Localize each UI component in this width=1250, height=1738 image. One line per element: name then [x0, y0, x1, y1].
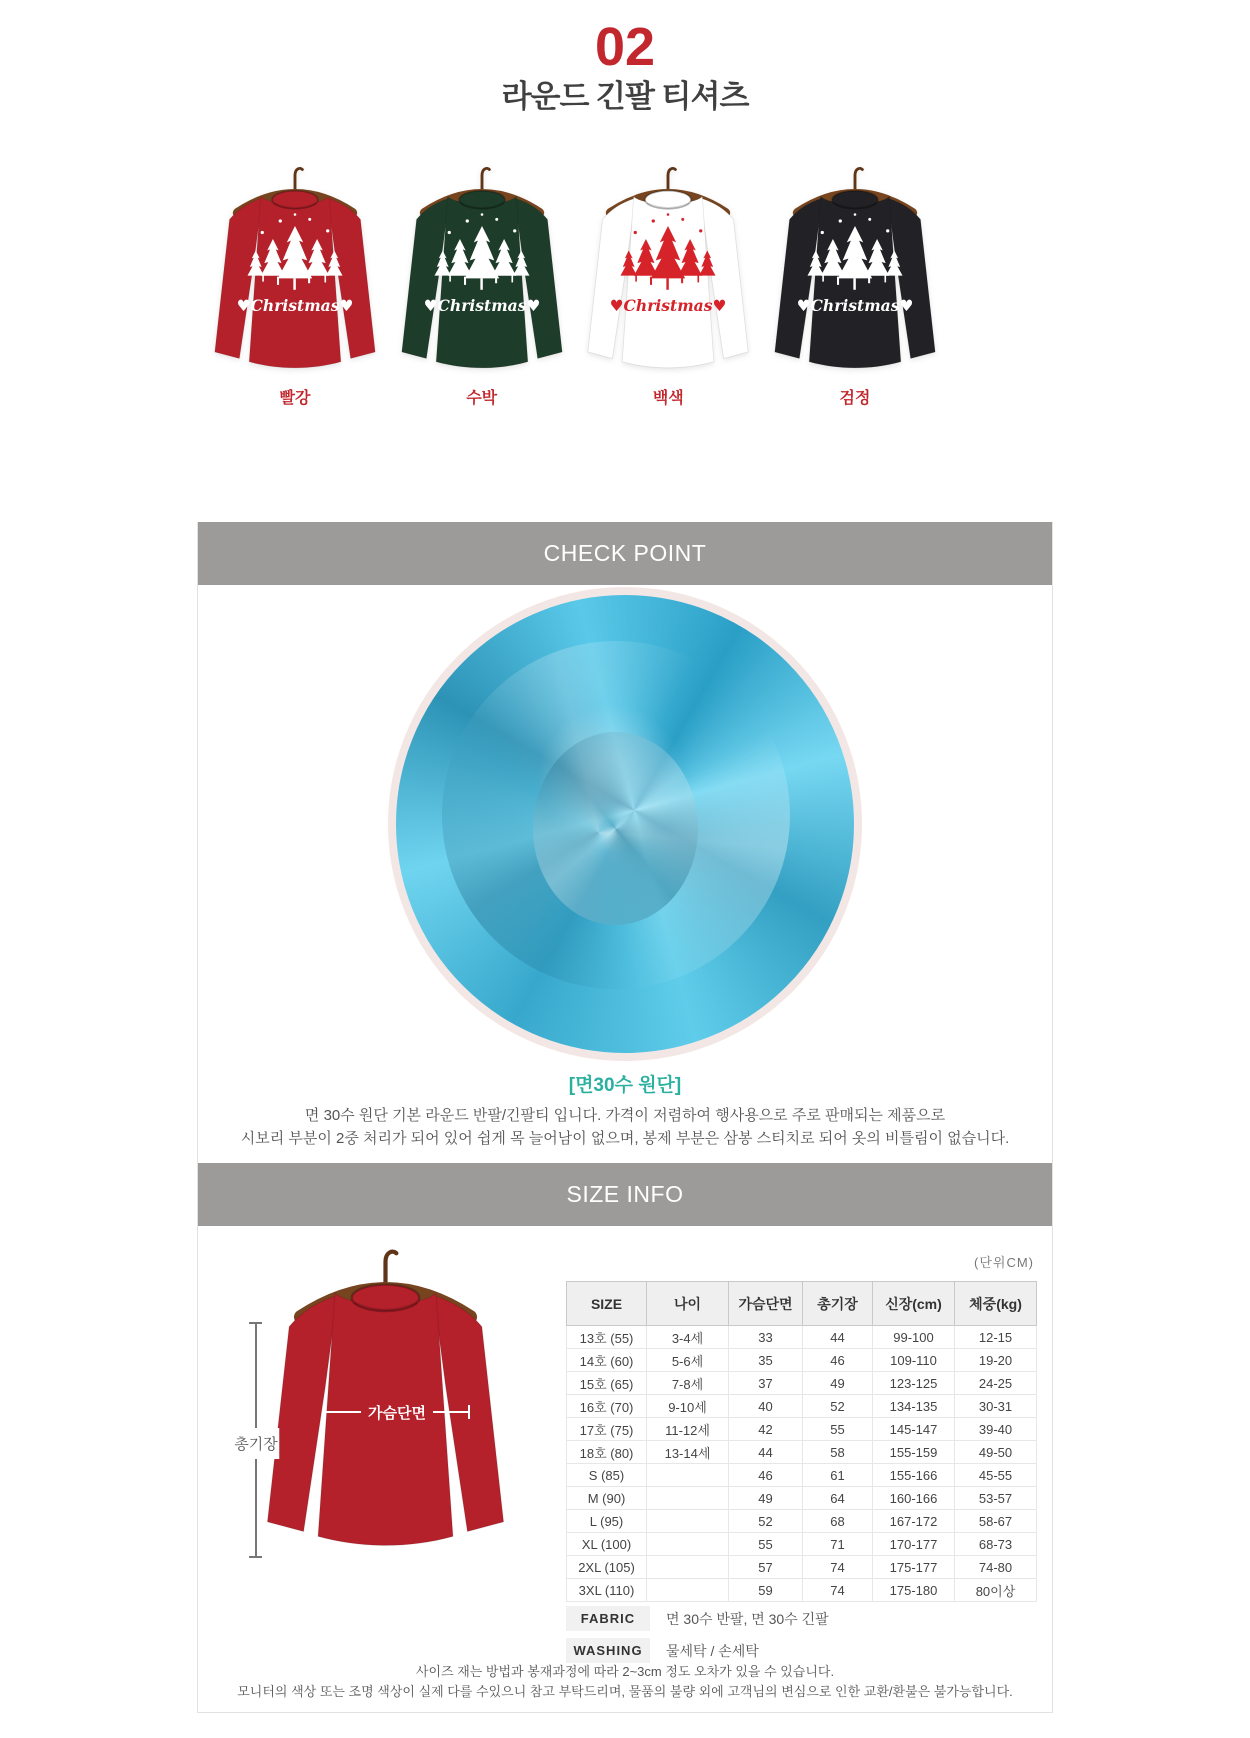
size-table-cell: 155-166 [873, 1464, 955, 1487]
length-label: 총기장 [232, 1428, 279, 1459]
size-table-cell: 19-20 [955, 1349, 1037, 1372]
washing-row [566, 1638, 1036, 1663]
fabric-desc-line1: 면 30수 원단 기본 라운드 반팔/긴팔티 입니다. 가격이 저렴하여 행사용으로 주로 판매되는 제품으로 [304, 1107, 946, 1124]
size-table-cell: 46 [729, 1464, 803, 1487]
size-table-cell: 49 [729, 1487, 803, 1510]
hanger-hook-icon [855, 168, 862, 190]
size-table-cell: 55 [803, 1418, 873, 1441]
size-table-row [567, 1487, 1037, 1510]
size-table-cell: 74 [803, 1579, 873, 1602]
hanger-hook-icon [668, 168, 675, 190]
size-table-cell: S (85) [567, 1464, 647, 1487]
fabric-highlight: [면30수 원단] [568, 1075, 682, 1096]
size-table-cell [647, 1556, 729, 1579]
hanger-hook-icon [482, 168, 489, 190]
size-table-row [567, 1326, 1037, 1349]
washing-label: WASHING [566, 1638, 650, 1663]
check-point-body [198, 585, 1052, 1163]
size-table-row [567, 1441, 1037, 1464]
size-table-cell: 64 [803, 1487, 873, 1510]
size-table-cell: 175-177 [873, 1556, 955, 1579]
size-table-row [567, 1418, 1037, 1441]
size-table-head [567, 1282, 1037, 1326]
size-table-cell [647, 1579, 729, 1602]
size-table-cell: 11-12세 [647, 1418, 729, 1441]
measure-diagram [198, 1226, 548, 1646]
fabric-desc-line2: 시보리 부분이 2중 처리가 되어 있어 쉽게 목 늘어남이 없으며, 봉제 부분은 삼봉 스티치로 되어 옷의 비틀림이 없습니다. [240, 1129, 1010, 1147]
size-table-row [567, 1510, 1037, 1533]
size-table-header: 총기장 [803, 1282, 873, 1326]
unit-note: (단위CM) [974, 1255, 1034, 1270]
fabric-row [566, 1606, 1036, 1631]
tshirt-image [205, 156, 385, 381]
size-table-cell: 55 [729, 1533, 803, 1556]
hanger-hook-icon [295, 168, 302, 190]
size-table-cell: 57 [729, 1556, 803, 1579]
size-table-cell: 80이상 [955, 1579, 1037, 1602]
size-table-cell: 145-147 [873, 1418, 955, 1441]
size-table-row [567, 1395, 1037, 1418]
size-table-row [567, 1349, 1037, 1372]
size-table-cell: 109-110 [873, 1349, 955, 1372]
size-table-cell: 123-125 [873, 1372, 955, 1395]
size-table-cell: 167-172 [873, 1510, 955, 1533]
size-table-cell: 15호 (65) [567, 1372, 647, 1395]
page-header [197, 0, 1053, 116]
size-table-cell: 49-50 [955, 1441, 1037, 1464]
size-table-cell: 58-67 [955, 1510, 1037, 1533]
detail-panel [197, 522, 1053, 1713]
notice-line2: 모니터의 색상 또는 조명 색상이 실제 다를 수있으니 참고 부탁드리며, 물품의 불량 외에 고객님의 변심으로 인한 교환/환불은 불가능합니다. [237, 1684, 1013, 1699]
size-table-cell: 46 [803, 1349, 873, 1372]
fabric-photo [388, 587, 862, 1061]
size-table-cell: 39-40 [955, 1418, 1037, 1441]
section-number: 02 [594, 17, 656, 77]
size-table-cell: 30-31 [955, 1395, 1037, 1418]
size-info-body [198, 1226, 1052, 1712]
size-table-cell [647, 1464, 729, 1487]
print-text: ♥Christmas♥ [796, 296, 914, 316]
size-table-header: 나이 [647, 1282, 729, 1326]
chest-label: 가슴단면 [368, 1404, 426, 1422]
size-table-cell: 12-15 [955, 1326, 1037, 1349]
check-point-title: CHECK POINT [543, 540, 707, 566]
color-options-row [205, 156, 945, 408]
print-text: ♥Christmas♥ [423, 296, 541, 316]
size-table-cell: 24-25 [955, 1372, 1037, 1395]
size-table-cell: 40 [729, 1395, 803, 1418]
color-option [765, 156, 945, 408]
size-table-cell: 134-135 [873, 1395, 955, 1418]
size-table-cell: 52 [729, 1510, 803, 1533]
size-table-cell: 59 [729, 1579, 803, 1602]
size-table-cell: 52 [803, 1395, 873, 1418]
size-table-cell: 5-6세 [647, 1349, 729, 1372]
size-table-cell: L (95) [567, 1510, 647, 1533]
size-table-cell: 61 [803, 1464, 873, 1487]
size-table-cell: 3XL (110) [567, 1579, 647, 1602]
size-table-header: 체중(kg) [955, 1282, 1037, 1326]
size-table-row [567, 1579, 1037, 1602]
size-table-cell: 42 [729, 1418, 803, 1441]
size-table-cell: 35 [729, 1349, 803, 1372]
size-table-cell: M (90) [567, 1487, 647, 1510]
chest-measure-line [324, 1404, 470, 1420]
tshirt-image [578, 156, 758, 381]
size-table-cell: 7-8세 [647, 1372, 729, 1395]
color-option [392, 156, 572, 408]
size-table-cell: 33 [729, 1326, 803, 1349]
page-title: 라운드 긴팔 티셔츠 [501, 79, 749, 114]
diagram-tshirt-image [253, 1234, 518, 1564]
size-table-cell: 68 [803, 1510, 873, 1533]
size-table-cell: 155-159 [873, 1441, 955, 1464]
size-table-cell: 175-180 [873, 1579, 955, 1602]
tshirt-image [765, 156, 945, 381]
size-table-header: 신장(cm) [873, 1282, 955, 1326]
size-table-cell: 37 [729, 1372, 803, 1395]
size-table-header: 가슴단면 [729, 1282, 803, 1326]
size-table-cell [647, 1487, 729, 1510]
tshirt-image [392, 156, 572, 381]
size-table-cell: 49 [803, 1372, 873, 1395]
size-table-header: SIZE [567, 1282, 647, 1326]
check-point-bar [198, 522, 1052, 585]
size-table-cell: 74 [803, 1556, 873, 1579]
size-table-cell: 16호 (70) [567, 1395, 647, 1418]
print-text: ♥Christmas♥ [236, 296, 354, 316]
size-table-cell: 3-4세 [647, 1326, 729, 1349]
size-table-cell: 160-166 [873, 1487, 955, 1510]
size-table-row [567, 1372, 1037, 1395]
color-option [578, 156, 758, 408]
size-table-cell: 17호 (75) [567, 1418, 647, 1441]
size-table-cell: XL (100) [567, 1533, 647, 1556]
notice-text [198, 1662, 1052, 1702]
fabric-value: 면 30수 반팔, 면 30수 긴팔 [666, 1610, 829, 1627]
size-table-cell [647, 1533, 729, 1556]
size-table-cell: 13-14세 [647, 1441, 729, 1464]
size-table-cell: 14호 (60) [567, 1349, 647, 1372]
size-table-cell: 99-100 [873, 1326, 955, 1349]
fabric-washing-info [566, 1606, 1036, 1670]
size-table-cell: 2XL (105) [567, 1556, 647, 1579]
size-table-row [567, 1556, 1037, 1579]
size-table-cell: 74-80 [955, 1556, 1037, 1579]
size-table-cell: 18호 (80) [567, 1441, 647, 1464]
color-option-label: 백색 [652, 390, 684, 407]
washing-value: 물세탁 / 손세탁 [666, 1642, 759, 1659]
size-table-cell: 53-57 [955, 1487, 1037, 1510]
size-table-cell: 45-55 [955, 1464, 1037, 1487]
size-info-bar [198, 1163, 1052, 1226]
color-option-label: 수박 [466, 390, 498, 407]
notice-line1: 사이즈 재는 방법과 봉재과정에 따라 2~3cm 정도 오차가 있을 수 있습니다. [415, 1664, 835, 1679]
size-table-row [567, 1464, 1037, 1487]
size-table-cell: 68-73 [955, 1533, 1037, 1556]
size-table-cell: 58 [803, 1441, 873, 1464]
size-table [566, 1281, 1037, 1602]
color-option [205, 156, 385, 408]
fabric-label: FABRIC [566, 1606, 650, 1631]
size-table-cell: 44 [729, 1441, 803, 1464]
print-text: ♥Christmas♥ [609, 296, 727, 316]
color-option-label: 빨강 [279, 390, 311, 407]
size-info-title: SIZE INFO [566, 1181, 684, 1207]
size-table-cell: 71 [803, 1533, 873, 1556]
hanger-hook-icon [386, 1252, 397, 1284]
size-table-cell: 9-10세 [647, 1395, 729, 1418]
size-table-cell [647, 1510, 729, 1533]
size-table-cell: 44 [803, 1326, 873, 1349]
size-table-row [567, 1533, 1037, 1556]
size-table-cell: 13호 (55) [567, 1326, 647, 1349]
color-option-label: 검정 [839, 390, 871, 407]
size-table-cell: 170-177 [873, 1533, 955, 1556]
